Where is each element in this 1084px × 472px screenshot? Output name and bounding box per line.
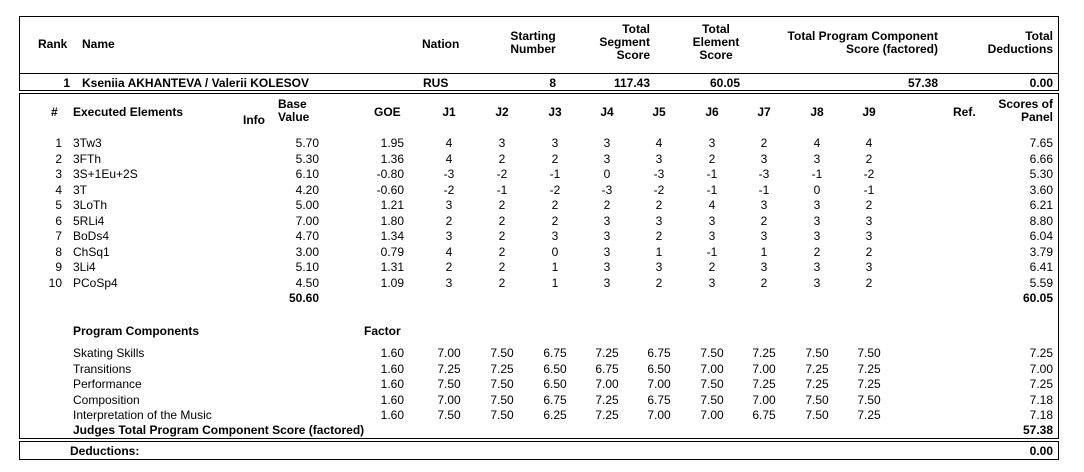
component-name: Interpretation of the Music: [73, 408, 212, 422]
element-judge-score: 3: [865, 260, 873, 274]
element-judge-score: 3: [603, 151, 611, 166]
component-judge-score: 7.25: [595, 408, 619, 422]
element-code: 3Li4: [73, 260, 96, 274]
component-judge-score: 7.50: [490, 377, 514, 391]
element-judge-score: 1: [551, 260, 559, 274]
deductions-label: Deductions:: [70, 444, 140, 458]
element-panel-score: 3.79: [1029, 244, 1053, 259]
component-judge-score: 7.50: [490, 346, 514, 360]
component-judge-score: 7.25: [490, 361, 514, 376]
element-judge-score: 3: [603, 229, 611, 243]
element-judge-score: 3: [708, 136, 716, 150]
component-name: Skating Skills: [73, 346, 145, 360]
component-judge-score: 7.25: [857, 361, 881, 376]
element-judge-score: 2: [865, 198, 873, 212]
element-panel-score: 8.80: [1029, 213, 1053, 228]
judge-header-7: J7: [757, 105, 771, 119]
element-judge-score: -2: [443, 182, 455, 197]
skater-pcs: 57.38: [907, 76, 938, 90]
component-name: Composition: [73, 392, 140, 407]
element-judge-score: 4: [445, 151, 453, 166]
starting-number-header: Starting Number: [510, 29, 556, 56]
skater-rank: 1: [63, 76, 70, 90]
element-goe: 1.80: [380, 213, 404, 228]
component-judge-score: 7.50: [490, 408, 514, 422]
element-base-value: 5.10: [295, 260, 319, 274]
element-judge-score: 3: [708, 213, 716, 228]
element-judge-score: -3: [443, 167, 455, 181]
element-judge-score: 3: [813, 198, 821, 212]
element-judge-score: 2: [498, 151, 506, 166]
component-judge-score: 7.50: [805, 346, 829, 360]
element-judge-score: 2: [655, 275, 663, 290]
component-judge-score: 7.00: [437, 346, 461, 360]
component-judge-score: 6.75: [595, 361, 619, 376]
element-judge-score: 2: [813, 244, 821, 259]
element-judge-score: 2: [760, 136, 768, 150]
element-goe: 1.36: [380, 151, 404, 166]
element-judge-score: 2: [498, 229, 506, 243]
element-judge-score: 3: [603, 244, 611, 259]
component-judge-score: 7.25: [857, 377, 881, 391]
component-score: 7.18: [1029, 392, 1053, 407]
element-number: 4: [55, 182, 62, 197]
element-judge-score: 2: [655, 229, 663, 243]
judges-total-value: 57.38: [1022, 423, 1053, 437]
element-judge-score: 2: [708, 151, 716, 166]
base-total: 50.60: [288, 291, 319, 305]
element-judge-score: 1: [760, 244, 768, 259]
element-panel-score: 5.30: [1029, 167, 1053, 181]
elements-total: 60.05: [1022, 291, 1053, 305]
element-judge-score: 2: [498, 275, 506, 290]
element-code: 3LoTh: [73, 198, 108, 212]
component-judge-score: 7.50: [805, 408, 829, 422]
element-base-value: 5.70: [295, 136, 319, 150]
element-judge-score: 3: [603, 136, 611, 150]
component-score: 7.25: [1029, 346, 1053, 360]
element-number: 2: [55, 151, 62, 166]
program-components-header: Program Components: [73, 324, 200, 338]
element-number: 8: [55, 244, 62, 259]
element-panel-score: 5.59: [1029, 275, 1053, 290]
element-panel-score: 6.41: [1029, 260, 1053, 274]
component-judge-score: 7.25: [595, 346, 619, 360]
element-goe: 1.21: [380, 198, 404, 212]
element-base-value: 4.70: [295, 229, 319, 243]
scores-of-panel-header: Scores of Panel: [998, 97, 1053, 124]
skater-starting-number: 8: [549, 76, 556, 90]
element-panel-score: 6.21: [1029, 198, 1053, 212]
component-name: Performance: [73, 377, 142, 391]
element-panel-score: 3.60: [1029, 182, 1053, 197]
element-judge-score: -1: [549, 167, 561, 181]
element-goe: 1.31: [380, 260, 404, 274]
component-judge-score: 6.75: [647, 392, 671, 407]
element-goe: 1.09: [380, 275, 404, 290]
element-judge-score: 4: [445, 244, 453, 259]
element-judge-score: 3: [813, 275, 821, 290]
element-goe: -0.80: [376, 167, 404, 181]
total-pcs-header: Total Program Component Score (factored): [787, 29, 938, 56]
component-judge-score: 7.50: [700, 346, 724, 360]
element-judge-score: 3: [445, 229, 453, 243]
element-judge-score: 0: [603, 167, 611, 181]
element-goe: 1.34: [380, 229, 404, 243]
component-judge-score: 7.00: [595, 377, 619, 391]
component-judge-score: 6.50: [647, 361, 671, 376]
element-judge-score: -1: [811, 167, 823, 181]
element-judge-score: 3: [655, 260, 663, 274]
element-judge-score: 3: [760, 229, 768, 243]
element-judge-score: 2: [498, 213, 506, 228]
element-judge-score: 3: [498, 136, 506, 150]
element-judge-score: 3: [603, 260, 611, 274]
component-judge-score: 7.00: [647, 408, 671, 422]
element-base-value: 5.30: [295, 151, 319, 166]
element-panel-score: 6.04: [1029, 229, 1053, 243]
base-value-header: Base Value: [278, 97, 310, 124]
element-base-value: 3.00: [295, 244, 319, 259]
skater-tss: 117.43: [613, 76, 650, 90]
judge-header-9: J9: [862, 105, 876, 119]
deductions-value: 0.00: [1029, 444, 1053, 458]
element-judge-score: -1: [706, 244, 718, 259]
skater-tes: 60.05: [709, 76, 740, 90]
skater-nation: RUS: [423, 76, 449, 90]
element-number: 1: [55, 136, 62, 150]
factor-header: Factor: [364, 324, 401, 338]
element-base-value: 4.20: [295, 182, 319, 197]
element-judge-score: -1: [496, 182, 508, 197]
element-judge-score: 2: [551, 198, 559, 212]
element-base-value: 4.50: [295, 275, 319, 290]
element-judge-score: -2: [653, 182, 665, 197]
element-code: 3Tw3: [73, 136, 102, 150]
element-judge-score: 3: [445, 275, 453, 290]
component-judge-score: 7.50: [857, 346, 881, 360]
element-judge-score: 2: [445, 260, 453, 274]
element-judge-score: 2: [551, 213, 559, 228]
judge-header-6: J6: [705, 105, 719, 119]
element-panel-score: 7.65: [1029, 136, 1053, 150]
element-judge-score: 2: [498, 198, 506, 212]
element-judge-score: 4: [708, 198, 716, 212]
element-judge-score: -2: [863, 167, 875, 181]
component-factor: 1.60: [380, 392, 404, 407]
element-judge-score: 3: [813, 229, 821, 243]
element-judge-score: 2: [865, 275, 873, 290]
element-base-value: 5.00: [295, 198, 319, 212]
element-code: ChSq1: [73, 244, 110, 259]
element-number: 6: [55, 213, 62, 228]
component-judge-score: 7.25: [857, 408, 881, 422]
element-judge-score: 3: [865, 229, 873, 243]
component-judge-score: 7.00: [437, 392, 461, 407]
element-judge-score: 3: [708, 229, 716, 243]
component-judge-score: 7.25: [752, 377, 776, 391]
component-judge-score: 7.00: [647, 377, 671, 391]
element-judge-score: -1: [863, 182, 875, 197]
component-judge-score: 7.50: [700, 392, 724, 407]
element-goe: -0.60: [376, 182, 404, 197]
skater-deductions: 0.00: [1029, 76, 1053, 90]
num-header: #: [51, 105, 58, 119]
component-judge-score: 7.00: [752, 392, 776, 407]
element-judge-score: 4: [813, 136, 821, 150]
skater-name: Kseniia AKHANTEVA / Valerii KOLESOV: [82, 76, 309, 90]
element-judge-score: -1: [758, 182, 770, 197]
component-judge-score: 7.50: [700, 377, 724, 391]
component-judge-score: 7.25: [805, 377, 829, 391]
element-judge-score: 2: [865, 151, 873, 166]
component-judge-score: 6.25: [543, 408, 567, 422]
element-goe: 0.79: [380, 244, 404, 259]
element-code: 3T: [73, 182, 88, 197]
element-number: 7: [55, 229, 62, 243]
judge-header-3: J3: [548, 105, 562, 119]
element-judge-score: -2: [496, 167, 508, 181]
component-judge-score: 7.00: [700, 361, 724, 376]
element-judge-score: 3: [760, 198, 768, 212]
element-code: 3S+1Eu+2S: [73, 167, 138, 181]
component-judge-score: 6.75: [543, 392, 567, 407]
component-judge-score: 7.25: [595, 392, 619, 407]
executed-elements-header: Executed Elements: [73, 105, 184, 119]
component-name: Transitions: [73, 361, 132, 376]
deductions-box: [19, 441, 1059, 460]
element-judge-score: 2: [603, 198, 611, 212]
element-judge-score: 3: [865, 213, 873, 228]
element-panel-score: 6.66: [1029, 151, 1053, 166]
element-judge-score: 2: [760, 213, 768, 228]
element-judge-score: 3: [760, 151, 768, 166]
component-judge-score: 7.50: [857, 392, 881, 407]
element-judge-score: 2: [551, 151, 559, 166]
judge-header-1: J1: [442, 105, 456, 119]
element-judge-score: 3: [551, 229, 559, 243]
component-score: 7.25: [1029, 377, 1053, 391]
element-judge-score: -3: [758, 167, 770, 181]
component-judge-score: 7.25: [437, 361, 461, 376]
element-code: 3FTh: [73, 151, 102, 166]
element-judge-score: 3: [655, 213, 663, 228]
element-judge-score: 1: [551, 275, 559, 290]
judge-header-5: J5: [652, 105, 666, 119]
element-goe: 1.95: [380, 136, 404, 150]
judges-total-label: Judges Total Program Component Score (factored): [73, 423, 365, 437]
element-judge-score: 2: [865, 244, 873, 259]
judge-header-8: J8: [810, 105, 824, 119]
element-judge-score: 2: [760, 275, 768, 290]
component-score: 7.00: [1029, 361, 1053, 376]
total-element-score-header: Total Element Score: [692, 22, 740, 62]
goe-header: GOE: [374, 105, 401, 119]
name-header: Name: [82, 37, 115, 51]
element-judge-score: 2: [708, 260, 716, 274]
element-number: 5: [55, 198, 62, 212]
element-base-value: 7.00: [295, 213, 319, 228]
element-base-value: 6.10: [295, 167, 319, 181]
element-judge-score: 3: [445, 198, 453, 212]
element-judge-score: 2: [655, 198, 663, 212]
element-judge-score: 2: [445, 213, 453, 228]
element-code: BoDs4: [73, 229, 110, 243]
element-judge-score: -1: [706, 182, 718, 197]
element-code: PCoSp4: [73, 275, 118, 290]
element-judge-score: 3: [551, 136, 559, 150]
element-number: 10: [48, 275, 62, 290]
element-judge-score: -3: [601, 182, 613, 197]
element-judge-score: 3: [813, 151, 821, 166]
component-factor: 1.60: [380, 361, 404, 376]
summary-divider: [19, 73, 1059, 74]
component-judge-score: 7.00: [752, 361, 776, 376]
component-judge-score: 6.50: [543, 377, 567, 391]
component-judge-score: 7.50: [437, 408, 461, 422]
element-judge-score: 2: [498, 244, 506, 259]
element-number: 9: [55, 260, 62, 274]
element-judge-score: 4: [865, 136, 873, 150]
element-judge-score: 2: [498, 260, 506, 274]
element-number: 3: [55, 167, 62, 181]
element-judge-score: -2: [549, 182, 561, 197]
component-judge-score: 7.50: [437, 377, 461, 391]
nation-header: Nation: [422, 37, 460, 51]
element-judge-score: 3: [655, 151, 663, 166]
component-judge-score: 6.75: [647, 346, 671, 360]
component-judge-score: 6.50: [543, 361, 567, 376]
element-judge-score: 3: [603, 275, 611, 290]
rank-header: Rank: [38, 37, 68, 51]
component-judge-score: 7.50: [490, 392, 514, 407]
component-factor: 1.60: [380, 377, 404, 391]
element-judge-score: 4: [655, 136, 663, 150]
judge-header-2: J2: [495, 105, 509, 119]
component-judge-score: 7.25: [805, 361, 829, 376]
component-judge-score: 7.50: [805, 392, 829, 407]
component-factor: 1.60: [380, 346, 404, 360]
total-segment-score-header: Total Segment Score: [599, 22, 650, 62]
component-factor: 1.60: [380, 408, 404, 422]
component-score: 7.18: [1029, 408, 1053, 422]
component-judge-score: 6.75: [543, 346, 567, 360]
element-judge-score: 0: [551, 244, 559, 259]
element-judge-score: -1: [706, 167, 718, 181]
info-header: Info: [243, 113, 265, 127]
element-judge-score: 3: [603, 213, 611, 228]
element-judge-score: 4: [445, 136, 453, 150]
element-judge-score: 3: [708, 275, 716, 290]
judge-header-4: J4: [600, 105, 614, 119]
element-judge-score: 1: [655, 244, 663, 259]
ref-header: Ref.: [953, 105, 976, 119]
component-judge-score: 7.00: [700, 408, 724, 422]
element-judge-score: 0: [813, 182, 821, 197]
element-judge-score: 3: [760, 260, 768, 274]
component-judge-score: 7.25: [752, 346, 776, 360]
element-judge-score: 3: [813, 213, 821, 228]
component-judge-score: 6.75: [752, 408, 776, 422]
element-code: 5RLi4: [73, 213, 105, 228]
element-judge-score: -3: [653, 167, 665, 181]
element-judge-score: 3: [813, 260, 821, 274]
total-deductions-header: Total Deductions: [987, 29, 1053, 56]
